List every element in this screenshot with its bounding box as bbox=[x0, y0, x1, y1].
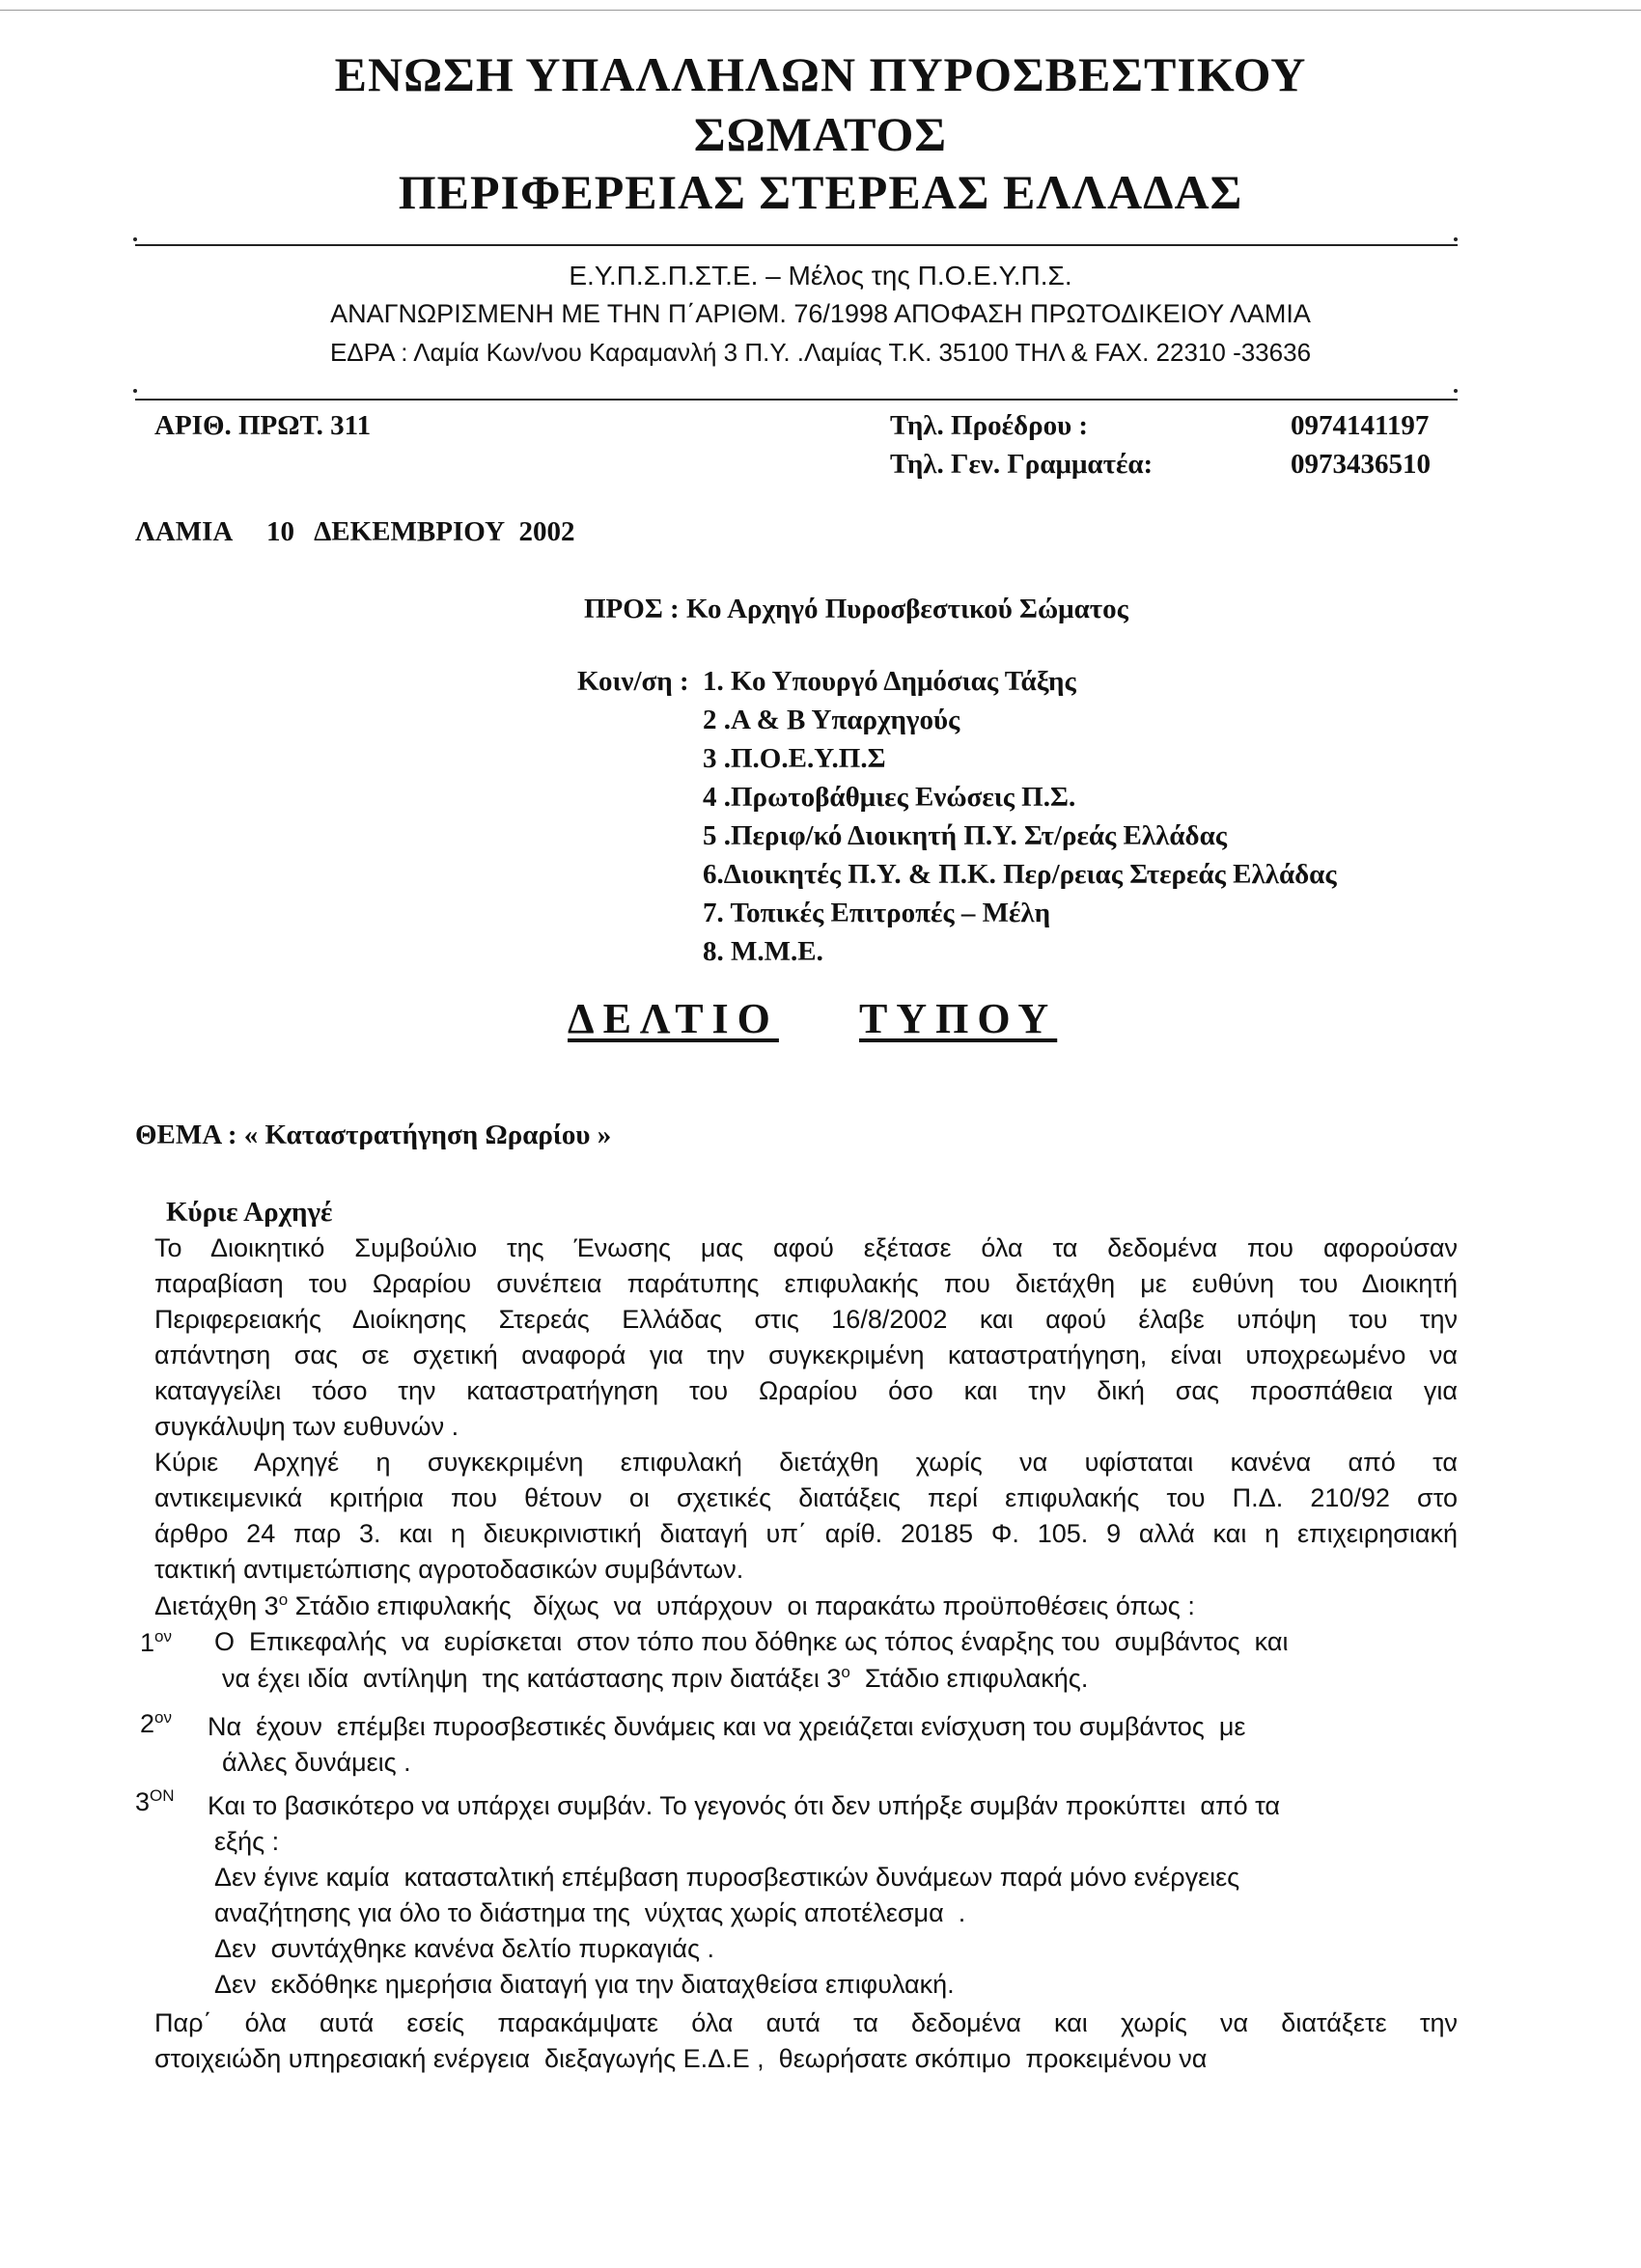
paragraph-line: απάντηση σας σε σχετική αναφορά για την συγκεκριμένη καταστρατήγηση, είναι υποχρεωμένο να bbox=[154, 1341, 1458, 1369]
condition-3-line1: Και το βασικότερο να υπάρχει συμβάν. Το γεγονός ότι δεν υπήρξε συμβάν προκύπτει από τα bbox=[208, 1791, 1280, 1820]
condition-3-item: Δεν συντάχθηκε κανένα δελτίο πυρκαγιάς . bbox=[214, 1934, 714, 1963]
paragraph-line: Περιφερειακής Διοίκησης Στερεάς Ελλάδας στις 16/8/2002 και αφού έλαβε υπόψη του την bbox=[154, 1305, 1458, 1334]
document-title-left: ΔΕΛΤΙΟ bbox=[568, 995, 779, 1042]
paragraph-line: Παρ΄ όλα αυτά εσείς παρακάμψατε όλα αυτά τα δεδομένα και χωρίς να διατάξετε την bbox=[154, 2008, 1458, 2037]
cc-item: 5 .Περιφ/κό Διοικητή Π.Υ. Στ/ρεάς Ελλάδας bbox=[703, 820, 1228, 851]
phone-president-number: 0974141197 bbox=[1291, 410, 1430, 441]
condition-ordinal: ον bbox=[154, 1627, 172, 1646]
condition-2-line2: άλλες δυνάμεις . bbox=[222, 1748, 411, 1777]
divider-dot bbox=[133, 389, 137, 393]
stage-intro-text: Διετάχθη 3 bbox=[154, 1591, 279, 1620]
cc-item: 7. Τοπικές Επιτροπές – Μέλη bbox=[703, 898, 1051, 928]
paragraph-line: παραβίαση του Ωραρίου συνέπεια παράτυπης επιφυλακής που διετάχθη με ευθύνη του Διοικητή bbox=[154, 1269, 1458, 1298]
condition-number: 3 bbox=[135, 1787, 151, 1816]
date-line: ΛΑΜΙΑ 10 ΔΕΚΕΜΒΡΙΟΥ 2002 bbox=[135, 516, 575, 547]
condition-3-item: Δεν εκδόθηκε ημερήσια διαταγή για την διαταχθείσα επιφυλακή. bbox=[214, 1970, 955, 1999]
top-scan-edge bbox=[0, 10, 1641, 11]
cc-item: 6.Διοικητές Π.Υ. & Π.Κ. Περ/ρειας Στερεάς Ελλάδας bbox=[703, 859, 1337, 890]
stage-intro-ordinal: ο bbox=[278, 1590, 289, 1609]
cc-item: 8. Μ.Μ.Ε. bbox=[703, 936, 823, 967]
condition-text-rest: Στάδιο επιφυλακής. bbox=[849, 1664, 1089, 1693]
paragraph-line: τακτική αντιμετώπισης αγροτοδασικών συμβάντων. bbox=[154, 1555, 744, 1584]
recipient-to: ΠΡΟΣ : Κο Αρχηγό Πυροσβεστικού Σώματος bbox=[584, 594, 1128, 624]
protocol-number: ΑΡΙΘ. ΠΡΩΤ. 311 bbox=[154, 410, 372, 441]
condition-3-number bbox=[135, 1786, 175, 1817]
union-abbreviation: Ε.Υ.Π.Σ.Π.ΣΤ.Ε. – Μέλος της Π.Ο.Ε.Υ.Π.Σ. bbox=[569, 261, 1072, 290]
subject-line: ΘΕΜΑ : « Καταστρατήγηση Ωραρίου » bbox=[135, 1120, 612, 1150]
letterhead-title-line2: ΣΩΜΑΤΟΣ bbox=[693, 107, 948, 161]
recognition-line: ΑΝΑΓΝΩΡΙΣΜΕΝΗ ΜΕ ΤΗΝ Π΄ΑΡΙΘΜ. 76/1998 ΑΠΟΦΑΣΗ ΠΡΩΤΟΔΙΚΕΙΟΥ ΛΑΜΙΑ bbox=[330, 299, 1311, 328]
paragraph-line: στοιχειώδη υπηρεσιακή ενέργεια διεξαγωγής Ε.Δ.Ε , θεωρήσατε σκόπιμο προκειμένου να bbox=[154, 2044, 1208, 2073]
condition-number: 2 bbox=[140, 1709, 155, 1738]
paragraph-line: καταγγείλει τόσο την καταστρατήγηση του Ωραρίου όσο και την δική σας προσπάθεια για bbox=[154, 1376, 1458, 1405]
condition-text: να έχει ιδία αντίληψη της κατάστασης πριν διατάξει 3 bbox=[222, 1664, 842, 1693]
salutation: Κύριε Αρχηγέ bbox=[166, 1197, 333, 1228]
paragraph-line: Κύριε Αρχηγέ η συγκεκριμένη επιφυλακή διετάχθη χωρίς να υφίσταται κανένα από τα bbox=[154, 1448, 1458, 1477]
condition-number: 1 bbox=[140, 1628, 155, 1657]
header-divider-top bbox=[135, 244, 1458, 246]
condition-1-line1: Ο Επικεφαλής να ευρίσκεται στον τόπο που δόθηκε ως τόπος έναρξης του συμβάντος και bbox=[214, 1627, 1289, 1656]
stage-intro-text-rest: Στάδιο επιφυλακής δίχως να υπάρχουν οι παρακάτω προϋποθέσεις όπως : bbox=[288, 1591, 1195, 1620]
cc-item: 2 .Α & Β Υπαρχηγούς bbox=[703, 705, 960, 735]
address-line: ΕΔΡΑ : Λαμία Κων/νου Καραμανλή 3 Π.Υ. .Λαμίας Τ.Κ. 35100 ΤΗΛ & FAX. 22310 -33636 bbox=[329, 338, 1312, 367]
condition-3-line2: εξής : bbox=[214, 1827, 280, 1856]
condition-3-item: Δεν έγινε καμία κατασταλτική επέμβαση πυροσβεστικών δυνάμεων παρά μόνο ενέργειες bbox=[214, 1863, 1240, 1892]
paragraph-line: Το Διοικητικό Συμβούλιο της Ένωσης μας αφού εξέτασε όλα τα δεδομένα που αφορούσαν bbox=[154, 1233, 1458, 1262]
condition-2-number bbox=[140, 1708, 172, 1739]
cc-item: 1. Κο Υπουργό Δημόσιας Τάξης bbox=[703, 666, 1076, 697]
paragraph-line: άρθρο 24 παρ 3. και η διευκρινιστική διαταγή υπ΄ αρίθ. 20185 Φ. 105. 9 αλλά και η επιχειρησιακή bbox=[154, 1519, 1458, 1548]
condition-ordinal: ο bbox=[841, 1663, 850, 1681]
phone-secretary-label: Τηλ. Γεν. Γραμματέα: bbox=[890, 449, 1154, 480]
condition-1-number bbox=[140, 1627, 172, 1658]
divider-dot bbox=[1454, 389, 1458, 393]
phone-president-label: Τηλ. Προέδρου : bbox=[890, 410, 1089, 441]
condition-1-line2 bbox=[222, 1663, 1088, 1694]
stage-intro bbox=[154, 1590, 1195, 1621]
cc-item: 4 .Πρωτοβάθμιες Ενώσεις Π.Σ. bbox=[703, 782, 1076, 813]
phone-secretary-number: 0973436510 bbox=[1291, 449, 1431, 480]
cc-label: Κοιν/ση : bbox=[577, 666, 689, 697]
cc-item: 3 .Π.Ο.Ε.Υ.Π.Σ bbox=[703, 743, 886, 774]
paragraph-line: συγκάλυψη των ευθυνών . bbox=[154, 1412, 459, 1441]
header-divider-bottom bbox=[135, 399, 1458, 401]
paragraph-line: αντικειμενικά κριτήρια που θέτουν οι σχετικές διατάξεις περί επιφυλακής του Π.Δ. 210/92 στο bbox=[154, 1483, 1458, 1512]
condition-ordinal: ον bbox=[154, 1708, 172, 1727]
divider-dot bbox=[133, 237, 137, 241]
condition-3-item: αναζήτησης για όλο το διάστημα της νύχτας χωρίς αποτέλεσμα . bbox=[214, 1898, 966, 1927]
condition-2-line1: Να έχουν επέμβει πυροσβεστικές δυνάμεις και να χρειάζεται ενίσχυση του συμβάντος με bbox=[208, 1712, 1246, 1741]
letterhead-title-line1: ΕΝΩΣΗ ΥΠΑΛΛΗΛΩΝ ΠΥΡΟΣΒΕΣΤΙΚΟΥ bbox=[334, 47, 1307, 101]
divider-dot bbox=[1454, 237, 1458, 241]
letterhead-title-line3: ΠΕΡΙΦΕΡΕΙΑΣ ΣΤΕΡΕΑΣ ΕΛΛΑΔΑΣ bbox=[398, 165, 1243, 219]
condition-ordinal: ΟΝ bbox=[150, 1786, 175, 1805]
document-title-right: ΤΥΠΟΥ bbox=[859, 995, 1058, 1042]
